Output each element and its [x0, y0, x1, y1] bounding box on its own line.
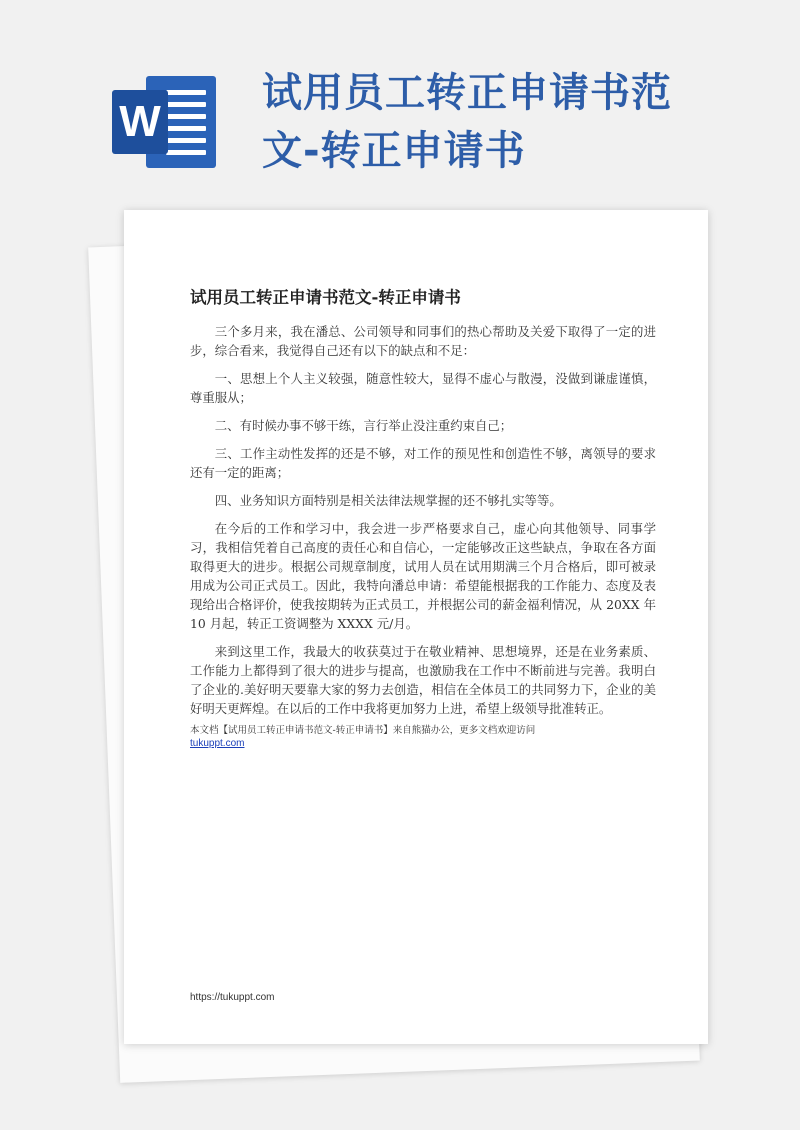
paragraph: 在今后的工作和学习中，我会进一步严格要求自己，虚心向其他领导、同事学习，我相信凭着自己高度的责任心和自信心，一定能够改正这些缺点，争取在各方面取得更大的进步。根据公司规章制度，试用人员在试用期满三个月合格后，即可被录用成为公司正式员工。因此，我特向潘总申请：希望能根据我的工作能力、态度及表现给出合格评价，使我按期转为正式员工，并根据公司的薪金福利情况，从 20XX 年 10 月起，转正工资调整为 XXXX 元/月。 [190, 521, 656, 631]
source-note: 本文档【试用员工转正申请书范文-转正申请书】来自熊猫办公，更多文档欢迎访问 [190, 725, 536, 736]
document-page [124, 210, 708, 1044]
source-link[interactable]: tukuppt.com [190, 738, 245, 749]
paragraph: 三、工作主动性发挥的还是不够，对工作的预见性和创造性不够，离领导的要求还有一定的距离； [190, 446, 656, 480]
text-lines-shape [166, 90, 206, 162]
document-body [190, 322, 656, 727]
paragraph: 一、思想上个人主义较强，随意性较大，显得不虚心与散漫，没做到谦虚谨慎，尊重服从； [190, 371, 656, 405]
page-title-line-1: 试用员工转正申请书范 [262, 70, 672, 116]
bottom-url: https://tukuppt.com [190, 992, 275, 1003]
word-document-icon [112, 74, 220, 170]
paragraph: 四、业务知识方面特别是相关法律法规掌握的还不够扎实等等。 [214, 493, 562, 508]
paragraph: 二、有时候办事不够干练，言行举止没注重约束自己； [214, 418, 513, 433]
paragraph: 三个多月来，我在潘总、公司领导和同事们的热心帮助及关爱下取得了一定的进步，综合看来，我觉得自己还有以下的缺点和不足： [190, 324, 656, 358]
word-w-badge: W [112, 90, 168, 154]
page-title [262, 64, 762, 180]
document-title: 试用员工转正申请书范文-转正申请书 [190, 288, 461, 307]
header [0, 0, 800, 200]
paragraph: 来到这里工作，我最大的收获莫过于在敬业精神、思想境界，还是在业务素质、工作能力上都得到了很大的进步与提高，也激励我在工作中不断前进与完善。我明白了企业的.美好明天要靠大家的努力去创造，相信在全体员工的共同努力下，企业的美好明天更辉煌。在以后的工作中我将更加努力上进，希望上级领导批准转正。 [190, 644, 656, 716]
page-title-line-2: 文-转正申请书 [262, 128, 526, 174]
